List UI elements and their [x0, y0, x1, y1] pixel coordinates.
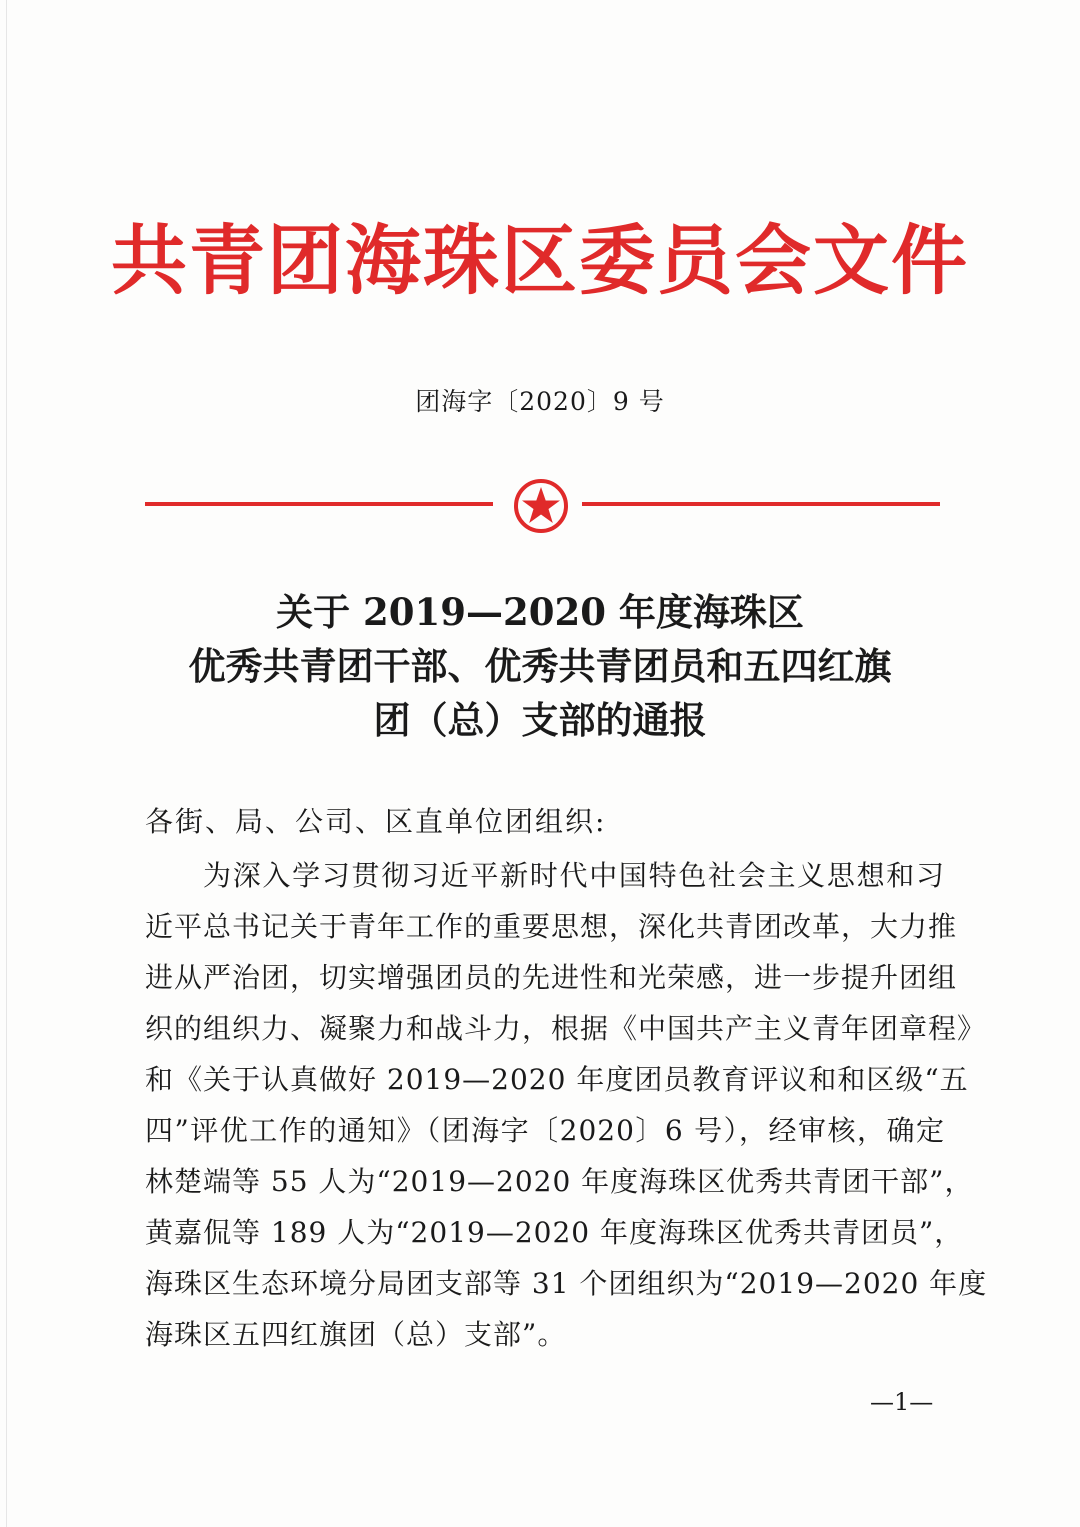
- salutation: 各街、局、公司、区直单位团组织:: [145, 805, 607, 838]
- body-line: 林楚端等 55 人为“2019—2020 年度海珠区优秀共青团干部”，: [145, 1165, 974, 1198]
- body-line: 海珠区五四红旗团（总）支部”。: [145, 1318, 567, 1351]
- notice-title: [100, 585, 980, 747]
- divider-line-right: [582, 502, 940, 506]
- page-number: —1—: [870, 1388, 934, 1416]
- title-line: 团（总）支部的通报: [373, 698, 707, 742]
- red-star-icon: [513, 478, 569, 534]
- body-paragraph: [145, 850, 988, 1360]
- body-line: 黄嘉侃等 189 人为“2019—2020 年度海珠区优秀共青团员”，: [145, 1216, 964, 1249]
- body-line: 近平总书记关于青年工作的重要思想，深化共青团改革，大力推: [145, 910, 958, 943]
- body-line: 四”评优工作的通知》（团海字〔2020〕6 号），经审核，确定: [145, 1114, 945, 1147]
- body-line: 进从严治团，切实增强团员的先进性和光荣感，进一步提升团组: [145, 961, 958, 994]
- title-line: 优秀共青团干部、优秀共青团员和五四红旗: [188, 644, 892, 688]
- body-line: 织的组织力、凝聚力和战斗力，根据《中国共产主义青年团章程》: [145, 1012, 987, 1045]
- body-line: 海珠区生态环境分局团支部等 31 个团组织为“2019—2020 年度: [145, 1267, 988, 1300]
- masthead-title: 共青团海珠区委员会文件: [111, 216, 969, 305]
- red-divider: [145, 478, 940, 534]
- body-line: 和《关于认真做好 2019—2020 年度团员教育评议和和区级“五: [145, 1063, 969, 1096]
- document-number: 团海字〔2020〕9 号: [415, 387, 665, 416]
- body-line: 为深入学习贯彻习近平新时代中国特色社会主义思想和习: [203, 859, 945, 892]
- title-line: 关于 2019—2020 年度海珠区: [276, 590, 804, 634]
- divider-line-left: [145, 502, 493, 506]
